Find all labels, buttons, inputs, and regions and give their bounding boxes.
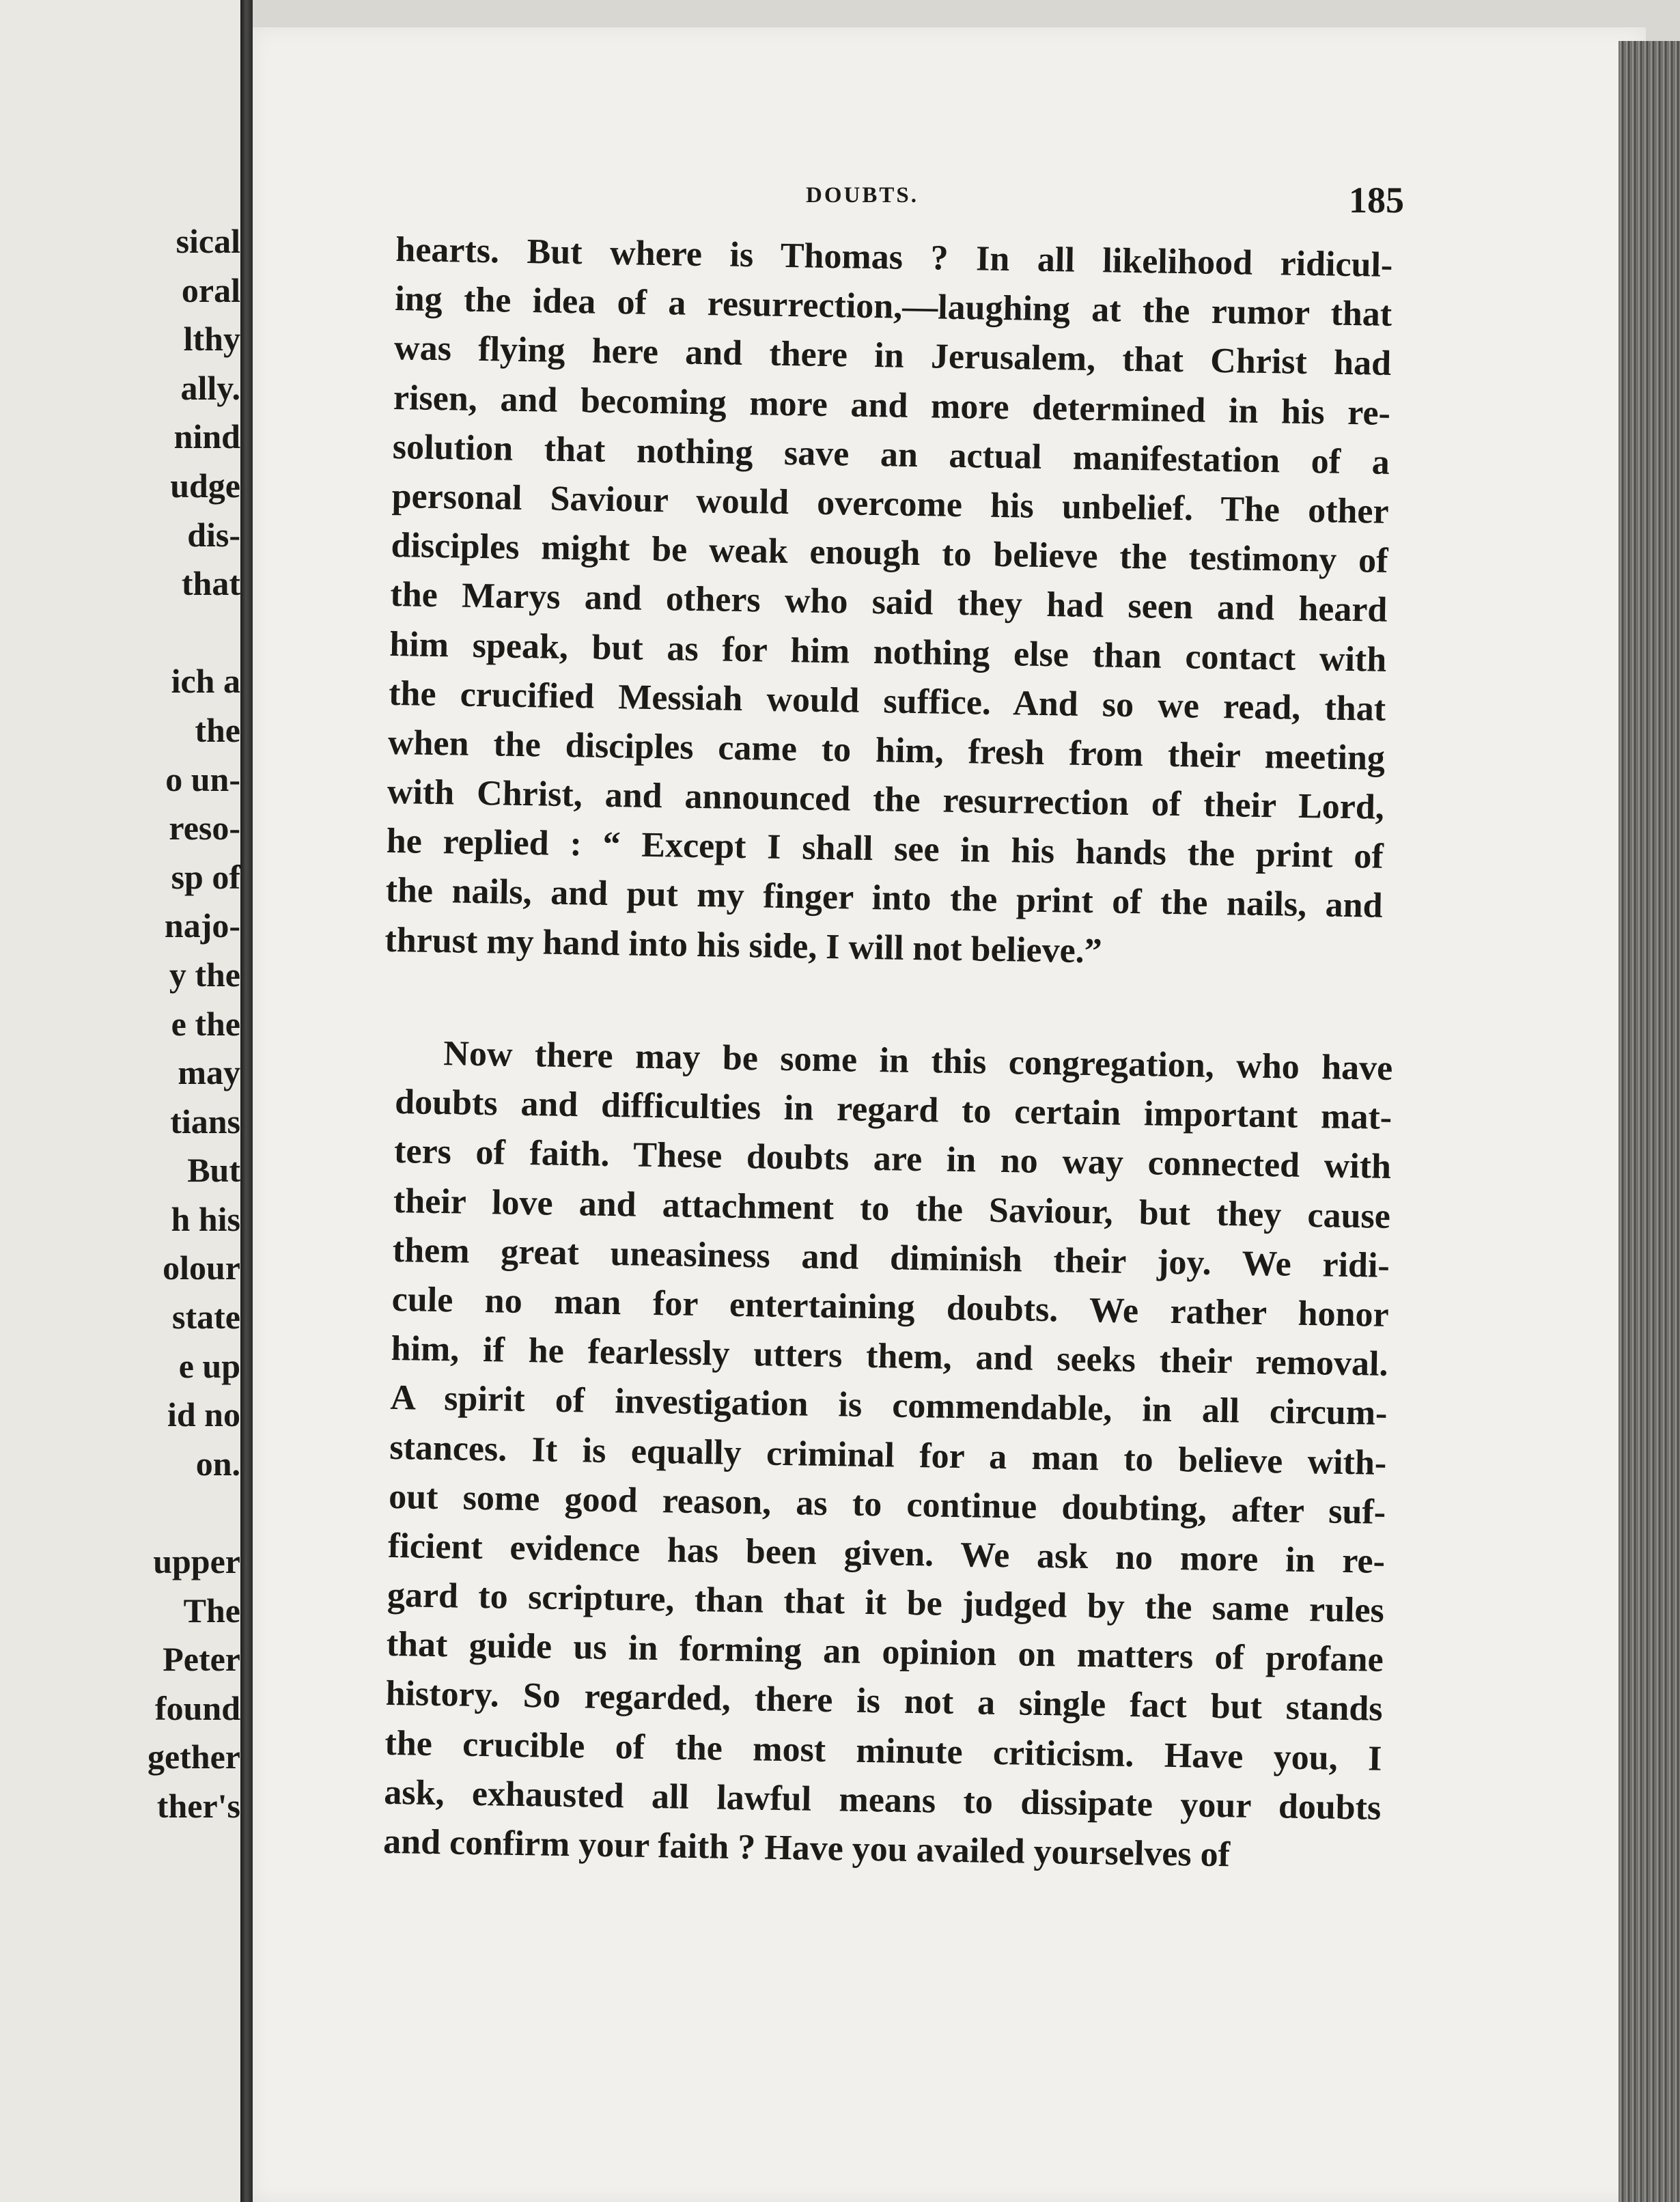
text-line: him speak, but as for him nothing else than contact with: [389, 624, 1387, 680]
text-line: the nails, and put my finger into the print of the nails, and: [385, 871, 1383, 926]
text-line-fragment: e up: [178, 1346, 240, 1385]
text-line-fragment: the: [195, 710, 240, 749]
text-line-fragment: on.: [195, 1444, 240, 1483]
text-line-fragment: dis-: [187, 515, 240, 554]
paragraph-1: [384, 225, 1393, 981]
text-line: their love and attachment to the Saviour, but they cause: [393, 1181, 1391, 1236]
text-line-fragment: state: [172, 1298, 240, 1337]
text-line: ters of faith. These doubts are in no way connected with: [393, 1132, 1392, 1187]
text-line-fragment: ther's: [156, 1787, 240, 1825]
text-line-fragment: e the: [171, 1004, 240, 1043]
text-line: cule no man for entertaining doubts. We rather honor: [391, 1279, 1390, 1335]
text-line: solution that nothing save an actual manifestation of a: [392, 427, 1390, 482]
text-line-fragment: nind: [173, 417, 240, 456]
text-line-fragment: oral: [181, 270, 240, 309]
text-line: A spirit of investigation is commendable, in all circum-: [390, 1378, 1388, 1434]
text-line: ing the idea of a resurrection,—laughing at the rumor that: [394, 279, 1392, 335]
previous-page-fragment: [0, 0, 240, 2202]
text-line-fragment: that: [181, 564, 240, 603]
text-line-fragment: may: [178, 1053, 240, 1092]
text-line-fragment: ich a: [171, 662, 240, 701]
book-gutter: [240, 0, 253, 2202]
text-line-fragment: The: [183, 1591, 240, 1630]
text-line-fragment: found: [154, 1688, 240, 1727]
text-line: when the disciples came to him, fresh from their meeting: [387, 723, 1386, 778]
previous-page-text: [8, 217, 240, 1831]
text-line: with Christ, and announced the resurrection of their Lord,: [387, 772, 1385, 827]
text-line: Now there may be some in this congregation, who have: [443, 1034, 1393, 1088]
text-line-fragment: [8, 609, 240, 658]
text-line-fragment: id no: [167, 1395, 240, 1434]
text-line: risen, and becoming more and more determined in his re-: [393, 378, 1391, 433]
text-line: doubts and difficulties in regard to certain important mat-: [394, 1083, 1392, 1138]
text-line-fragment: But: [187, 1151, 240, 1190]
text-line: he replied : “ Except I shall see in his hands the print of: [386, 822, 1384, 877]
text-line: him, if he fearlessly utters them, and seeks their removal.: [391, 1329, 1388, 1384]
text-line-fragment: sical: [176, 222, 240, 260]
text-line-fragment: h his: [171, 1199, 240, 1238]
page-number: 185: [1349, 180, 1404, 221]
text-line-fragment: [8, 1488, 240, 1537]
text-line-fragment: lthy: [183, 320, 240, 359]
text-line-fragment: sp of: [171, 857, 240, 896]
text-line-fragment: najo-: [164, 906, 240, 945]
text-line-fragment: Peter: [163, 1640, 240, 1679]
text-line: ask, exhausted all lawful means to dissipate your doubts: [383, 1772, 1382, 1828]
text-line-fragment: o un-: [165, 759, 240, 798]
text-line-fragment: upper: [153, 1542, 240, 1581]
text-line: thrust my hand into his side, I will not believe.”: [384, 920, 1103, 971]
text-line-fragment: olour: [163, 1249, 240, 1287]
text-line-fragment: tians: [170, 1102, 240, 1141]
text-line: that guide us in forming an opinion on matters of profane: [386, 1625, 1384, 1680]
text-line: the Marys and others who said they had seen and heard: [390, 575, 1388, 630]
text-line: was flying here and there in Jerusalem, that Christ had: [393, 329, 1392, 384]
text-line: personal Saviour would overcome his unbelief. The other: [391, 476, 1390, 531]
text-line-fragment: ally.: [180, 368, 240, 407]
page-edges: [1619, 41, 1680, 2202]
text-line: and confirm your faith ? Have you availed yourselves of: [382, 1822, 1231, 1875]
text-line-fragment: gether: [147, 1738, 240, 1776]
text-line: gard to scripture, than that it be judged by the same rules: [387, 1575, 1385, 1630]
running-head: DOUBTS.: [806, 183, 919, 208]
text-line: disciples might be weak enough to believe the testimony of: [391, 526, 1388, 581]
text-line: history. So regarded, there is not a single fact but stands: [385, 1674, 1383, 1729]
paragraph-2: [383, 1029, 1393, 1882]
text-line: out some good reason, as to continue doubting, after suf-: [388, 1477, 1386, 1532]
text-line: hearts. But where is Thomas ? In all likelihood ridicul-: [395, 229, 1393, 285]
text-line: them great uneasiness and diminish their joy. We ridi-: [392, 1230, 1390, 1285]
text-line-fragment: reso-: [169, 809, 240, 848]
text-line-fragment: udge: [170, 466, 240, 505]
text-line-fragment: y the: [169, 955, 240, 994]
text-line: ficient evidence has been given. We ask no more in re-: [387, 1526, 1386, 1581]
text-line: stances. It is equally criminal for a man to believe with-: [389, 1427, 1387, 1483]
text-line: the crucible of the most minute criticism. Have you, I: [384, 1723, 1382, 1779]
text-line: the crucified Messiah would suffice. And so we read, that: [388, 673, 1386, 729]
